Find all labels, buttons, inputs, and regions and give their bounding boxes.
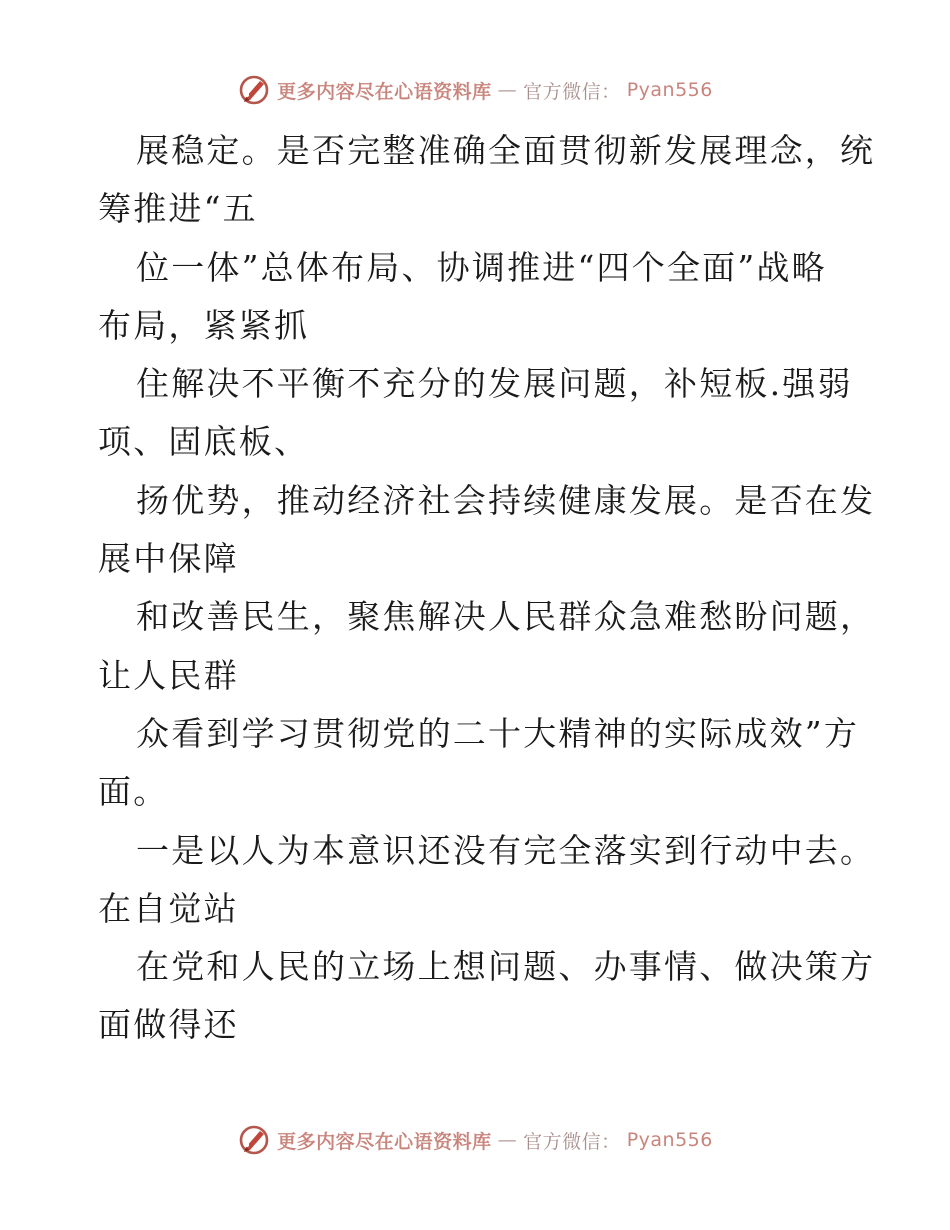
banner-wechat-id: Pyan556 [626, 79, 713, 101]
footer-banner [0, 1120, 950, 1160]
text-line: 一是以人为本意识还没有完全落实到行动中去。 [136, 830, 876, 870]
text-line: 在党和人民的立场上想问题、办事情、做决策方 [136, 947, 876, 987]
text-line: 展稳定。是否完整准确全面贯彻新发展理念，统 [136, 131, 876, 170]
banner-content [237, 73, 713, 107]
banner-wechat-id: Pyan556 [626, 1129, 713, 1151]
text-line: 在自觉站 [98, 888, 239, 928]
banner-separator: — [497, 79, 518, 101]
text-line: 让人民群 [98, 655, 239, 695]
text-line: 展中保障 [98, 539, 239, 579]
banner-wechat-label: 官方微信： [523, 80, 621, 103]
pen-logo-icon [237, 1123, 271, 1157]
text-line: 面做得还 [98, 1005, 239, 1045]
text-line: 扬优势，推动经济社会持续健康发展。是否在发 [136, 480, 876, 520]
pen-logo-icon [237, 73, 271, 107]
banner-content [237, 1123, 713, 1157]
text-line: 筹推进“五 [98, 189, 258, 229]
text-line: 住解决不平衡不充分的发展问题，补短板.强弱 [136, 364, 853, 404]
text-line: 位一体”总体布局、协调推进“四个全面”战略 [136, 247, 827, 287]
banner-wechat-label: 官方微信： [523, 1130, 621, 1153]
text-line: 面。 [98, 772, 169, 812]
banner-separator: — [497, 1129, 518, 1151]
text-line: 布局，紧紧抓 [98, 305, 310, 345]
text-line: 众看到学习贯彻党的二十大精神的实际成效”方 [136, 713, 860, 753]
banner-title: 更多内容尽在心语资料库 [277, 80, 492, 103]
document-body [98, 122, 876, 1055]
header-banner [0, 70, 950, 110]
text-line: 和改善民生，聚焦解决人民群众急难愁盼问题， [136, 597, 876, 637]
text-line: 项、固底板、 [98, 422, 310, 462]
banner-title: 更多内容尽在心语资料库 [277, 1130, 492, 1153]
